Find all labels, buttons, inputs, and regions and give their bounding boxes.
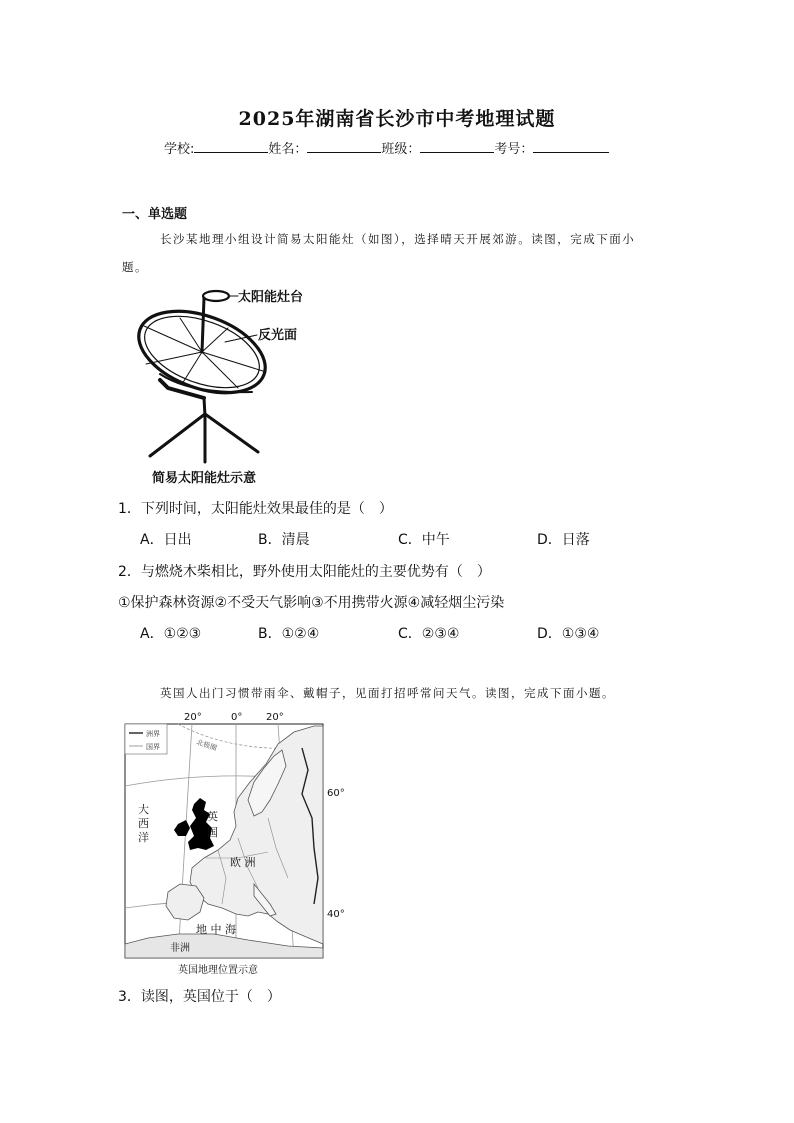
question-2-statements: ①保护森林资源②不受天气影响③不用携带火源④减轻烟尘污染 — [118, 595, 505, 611]
section-heading: 一、单选题 — [122, 207, 188, 222]
passage2: 英国人出门习惯带雨伞、戴帽子，见面打招呼常问天气。读图，完成下面小题。 — [160, 686, 615, 700]
school-blank[interactable] — [194, 138, 268, 153]
map-legend — [125, 724, 167, 754]
q1-option-d[interactable]: D．日落 — [537, 532, 590, 548]
q1-option-b[interactable]: B．清晨 — [258, 532, 310, 548]
atlantic-label-2: 西 — [138, 817, 149, 830]
q2-option-b[interactable]: B．①②④ — [258, 626, 320, 642]
lat-label-40n: 40° — [327, 909, 345, 920]
number-label: 考号： — [494, 142, 534, 157]
atlantic-label-3: 洋 — [138, 831, 149, 844]
q1-option-c[interactable]: C．中午 — [398, 532, 450, 548]
atlantic-label-1: 大 — [138, 803, 149, 816]
passage1-line1: 长沙某地理小组设计简易太阳能灶（如图），选择晴天开展郊游。读图，完成下面小 — [160, 232, 636, 246]
class-label: 班级： — [381, 142, 421, 157]
lat-label-60n: 60° — [327, 788, 345, 799]
label-stove-stand: 太阳能灶台 — [238, 290, 304, 305]
uk-label-1: 英 — [207, 810, 218, 823]
map-caption: 英国地理位置示意 — [178, 965, 258, 976]
africa-label: 非洲 — [170, 943, 190, 954]
student-info-line — [164, 138, 609, 157]
europe-label: 欧 洲 — [230, 856, 256, 869]
question-3-stem: 3．读图，英国位于（ ） — [118, 989, 281, 1005]
page-title: 2025年湖南省长沙市中考地理试题 — [238, 108, 556, 130]
question-2-stem: 2．与燃烧木柴相比，野外使用太阳能灶的主要优势有（ ） — [118, 564, 491, 580]
number-blank[interactable] — [533, 138, 609, 153]
uk-label-2: 国 — [207, 826, 218, 839]
passage1-line2: 题。 — [122, 260, 148, 274]
lon-label-0: 0° — [231, 712, 243, 723]
q2-option-c[interactable]: C．②③④ — [398, 626, 460, 642]
figure1-caption: 简易太阳能灶示意 — [152, 471, 257, 486]
school-label: 学校: — [164, 142, 195, 157]
solar-cooker-drawing — [128, 291, 277, 462]
class-blank[interactable] — [420, 138, 494, 153]
q1-option-a[interactable]: A．日出 — [140, 532, 192, 548]
name-label: 姓名： — [268, 142, 308, 157]
q2-option-a[interactable]: A．①②③ — [140, 626, 202, 642]
arctic-circle-label: 北极圈 — [195, 738, 218, 753]
legend-continent-boundary: 洲界 — [146, 730, 160, 738]
lon-label-20e: 20° — [266, 712, 284, 723]
solar-cooker-figure — [120, 284, 320, 488]
lon-label-20w: 20° — [184, 712, 202, 723]
label-reflector: 反光面 — [258, 328, 298, 343]
uk-location-map — [118, 708, 350, 978]
name-blank[interactable] — [307, 138, 381, 153]
q2-option-d[interactable]: D．①③④ — [537, 626, 600, 642]
legend-national-boundary: 国界 — [146, 743, 160, 751]
mediterranean-label: 地 中 海 — [196, 923, 236, 936]
question-1-stem: 1．下列时间，太阳能灶效果最佳的是（ ） — [118, 501, 393, 517]
